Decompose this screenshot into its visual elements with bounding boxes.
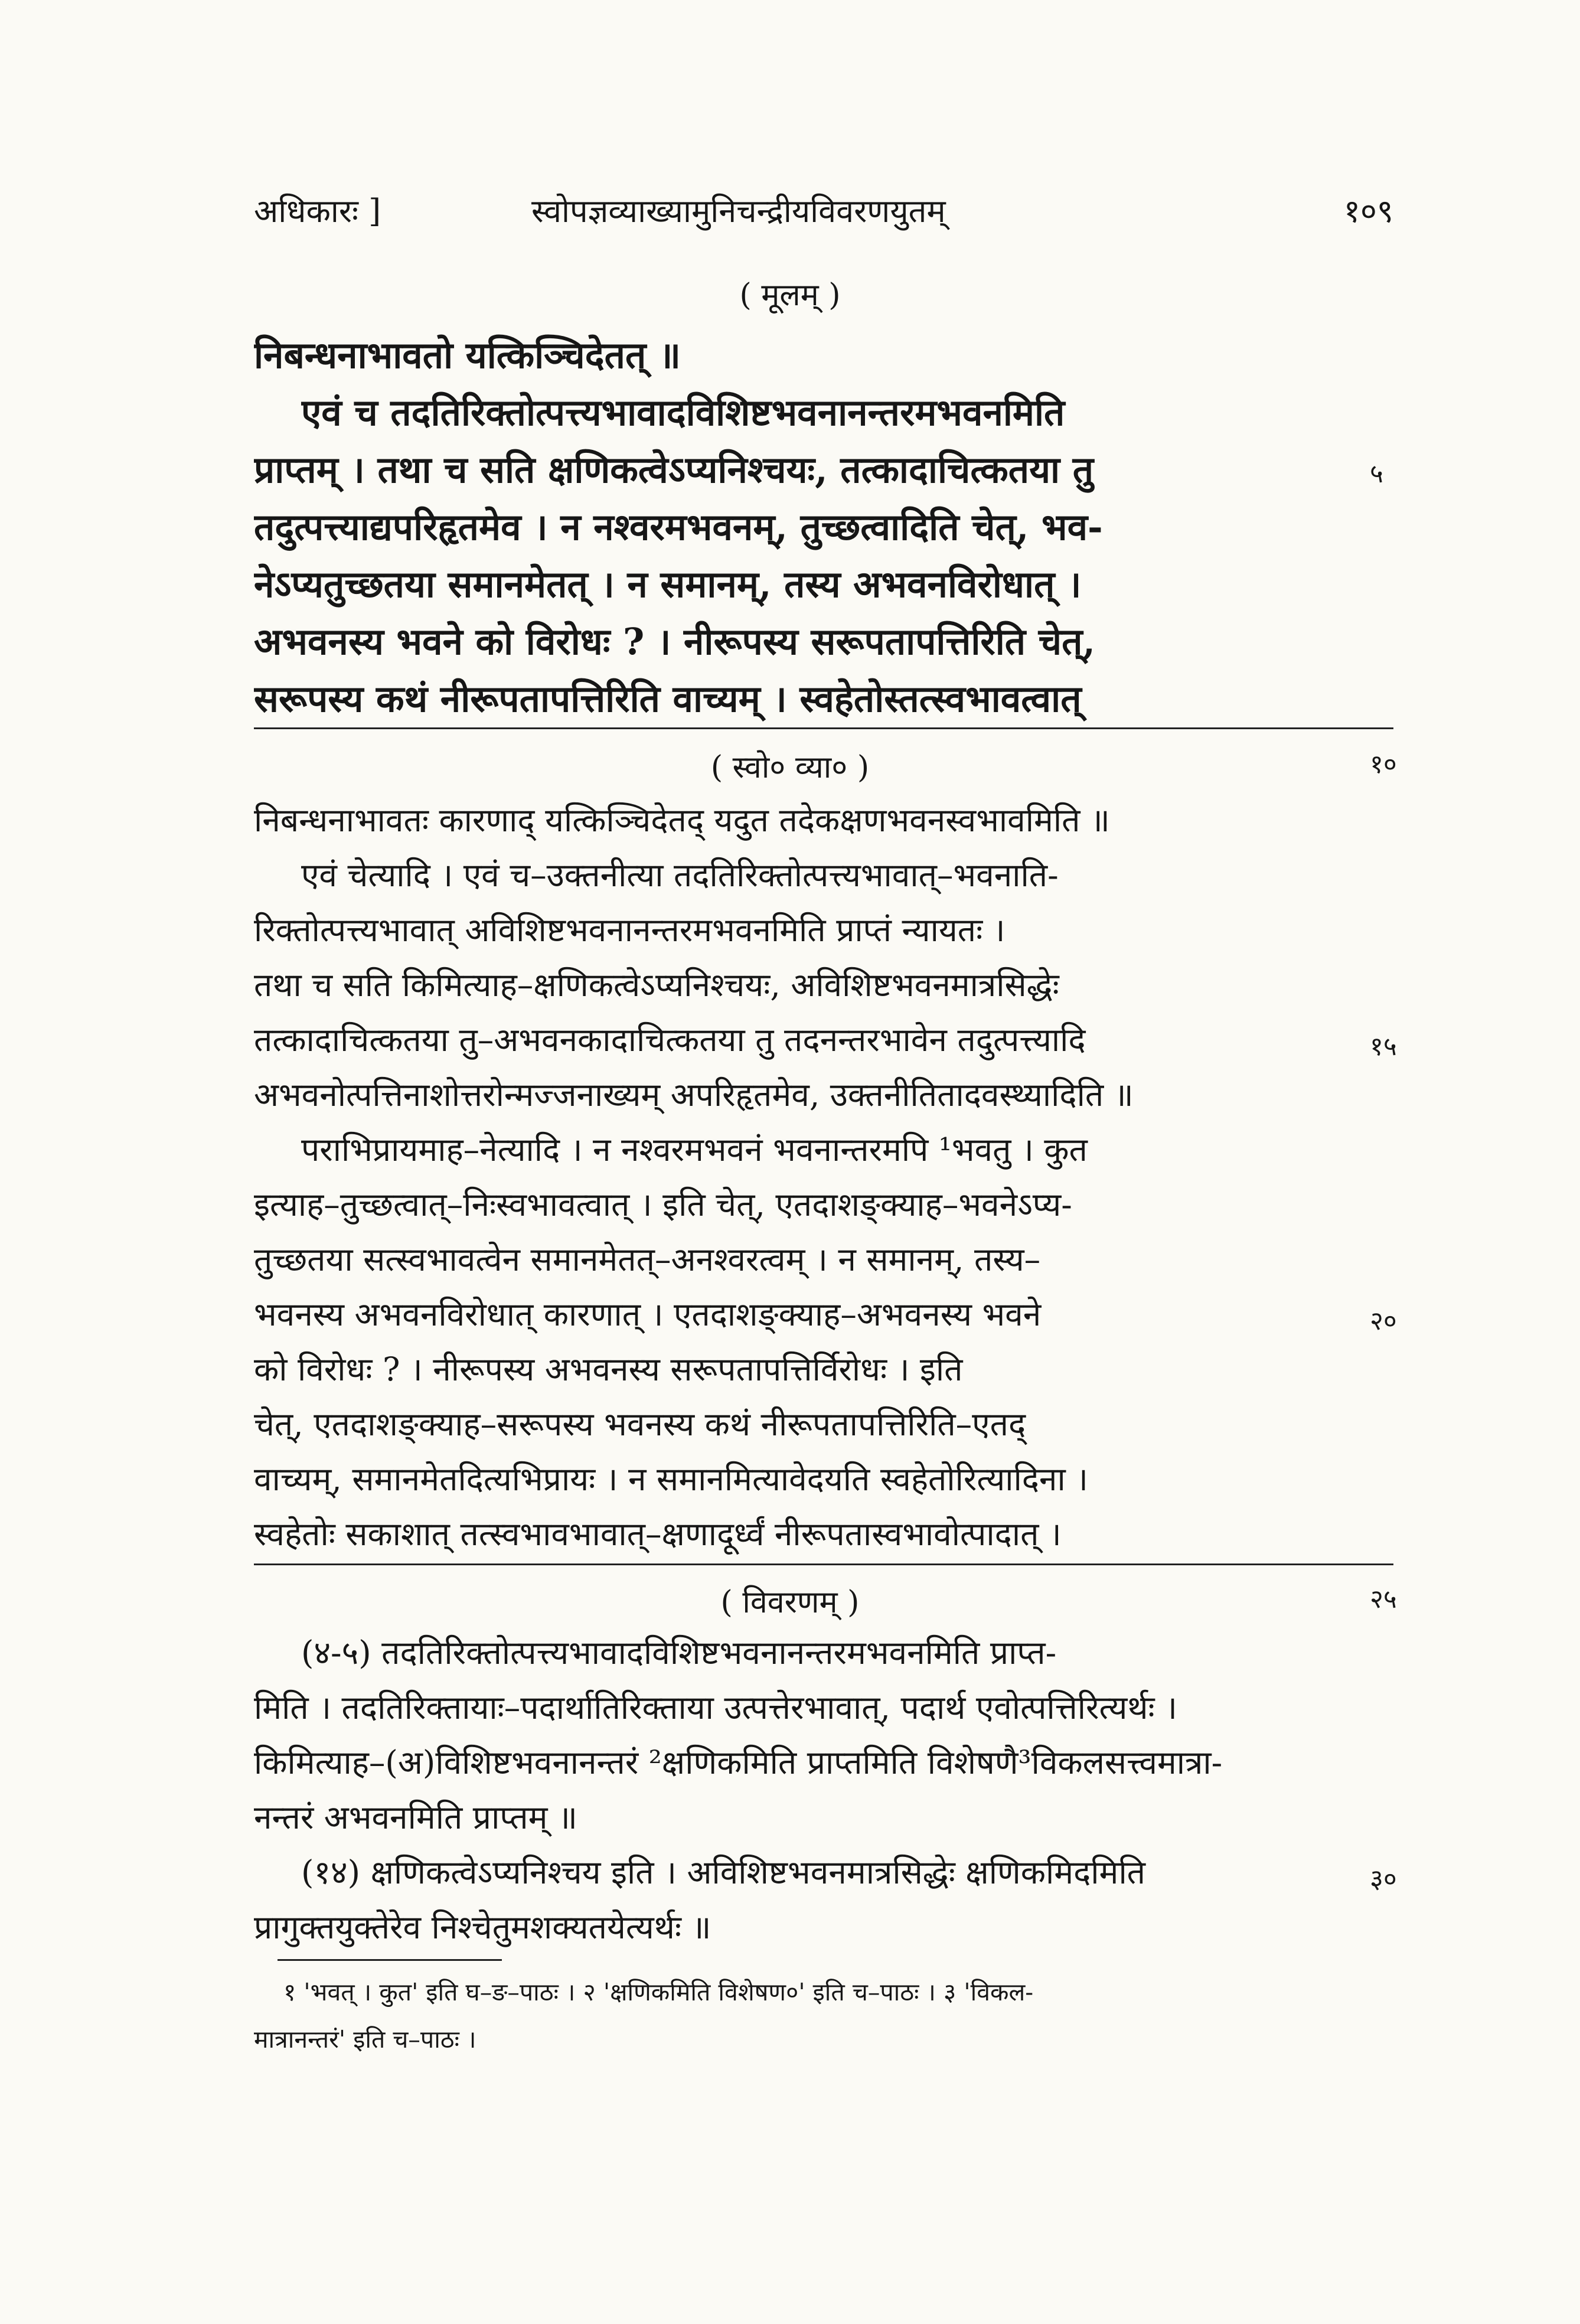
line-number: १० [1370,749,1397,779]
vyakhya-line: चेत्, एतदाशङ्क्याह–सरूपस्य भवनस्य कथं नीरूपतापत्तिरिति–एतद् [254,1405,1026,1443]
vivarana-line: किमित्याह–(अ)विशिष्टभवनानन्तरं ²क्षणिकमिति प्राप्तमिति विशेषणै³विकलसत्त्वमात्रा- [254,1744,1223,1781]
footnote-line: १ 'भवत् । कुत' इति घ–ङ–पाठः । २ 'क्षणिकमिति विशेषण०' इति च–पाठः । ३ 'विकल- [283,1978,1034,2006]
mula-line: अभवनस्य भवने को विरोधः ? । नीरूपस्य सरूपतापत्तिरिति चेत्, [254,620,1096,663]
vyakhya-line: अभवनोत्पत्तिनाशोत्तरोन्मज्जनाख्यम् अपरिहृतमेव, उक्तनीतितादवस्थ्यादिति ॥ [254,1076,1134,1114]
vyakhya-line: वाच्यम्, समानमेतदित्यभिप्रायः । न समानमित्यावेदयति स्वहेतोरित्यादिना । [254,1460,1089,1498]
vyakhya-line: पराभिप्रायमाह–नेत्यादि । न नश्वरमभवनं भवनान्तरमपि ¹भवतु । कुत [301,1131,1088,1168]
line-number: ३० [1370,1864,1397,1894]
vyakhya-line: रिक्तोत्पत्त्यभावात् अविशिष्टभवनानन्तरमभवनमिति प्राप्तं न्यायतः । [254,911,1006,949]
vyakhya-line: तुच्छतया सत्स्वभावत्वेन समानमेतत्–अनश्वरत्वम् । न समानम्, तस्य– [254,1241,1041,1278]
section-divider [254,1564,1393,1565]
mula-line: तदुत्पत्त्याद्यपरिहृतमेव । न नश्वरमभवनम्, तुच्छत्वादिति चेत्, भव- [254,505,1103,549]
vivarana-line: नन्तरं अभवनमिति प्राप्तम् ॥ [254,1799,577,1836]
line-number: ५ [1370,459,1383,489]
vivarana-line: (४-५) तदतिरिक्तोत्पत्त्यभावादविशिष्टभवनानन्तरमभवनमिति प्राप्त- [301,1634,1057,1672]
line-number: २० [1370,1306,1397,1336]
vyakhya-line: इत्याह–तुच्छत्वात्–निःस्वभावत्वात् । इति चेत्, एतदाशङ्क्याह–भवनेऽप्य- [254,1186,1072,1223]
vivarana-heading: ( विवरणम् ) [720,1585,860,1620]
mula-heading: ( मूलम् ) [739,278,841,313]
vyakhya-line: एवं चेत्यादि । एवं च–उक्तनीत्या तदतिरिक्तोत्पत्त्यभावात्–भवनाति- [301,856,1059,894]
section-divider [254,727,1393,729]
vyakhya-line: तत्कादाचित्कतया तु–अभवनकादाचित्कतया तु तदनन्तरभावेन तदुत्पत्त्यादि [254,1021,1086,1059]
mula-line: एवं च तदतिरिक्तोत्पत्त्यभावादविशिष्टभवनानन्तरमभवनमिति [301,391,1065,434]
book-title: स्वोपज्ञव्याख्यामुनिचन्द्रीयविवरणयुतम् [531,192,946,230]
footnote-line: मात्रानन्तरं' इति च–पाठः । [254,2025,476,2054]
chapter-label: अधिकारः ] [254,192,381,230]
vyakhya-line: तथा च सति किमित्याह–क्षणिकत्वेऽप्यनिश्चयः, अविशिष्टभवनमात्रसिद्धेः [254,966,1059,1004]
vyakhya-line: भवनस्य अभवनविरोधात् कारणात् । एतदाशङ्क्याह–अभवनस्य भवने [254,1295,1042,1333]
vyakhya-line: निबन्धनाभावतः कारणाद् यत्किञ्चिदेतद् यदुत तदेकक्षणभवनस्वभावमिति ॥ [254,801,1110,839]
vivarana-line: (१४) क्षणिकत्वेऽप्यनिश्चय इति । अविशिष्टभवनमात्रसिद्धेः क्षणिकमिदमिति [301,1853,1146,1891]
mula-line: निबन्धनाभावतो यत्किञ्चिदेतत् ॥ [254,334,681,377]
vyakhya-line: स्वहेतोः सकाशात् तत्स्वभावभावात्–क्षणादूर्ध्वं नीरूपतास्वभावोत्पादात् । [254,1515,1062,1553]
line-number: २५ [1370,1584,1397,1614]
running-header [254,188,1393,235]
line-number: १५ [1370,1032,1397,1062]
vyakhya-line: को विरोधः ? । नीरूपस्य अभवनस्य सरूपतापत्तिर्विरोधः । इति [254,1350,963,1388]
page-number: १०९ [1343,192,1393,230]
mula-line: सरूपस्य कथं नीरूपतापत्तिरिति वाच्यम् । स्वहेतोस्तत्स्वभावत्वात् [254,677,1082,720]
vivarana-line: मिति । तदतिरिक्तायाः–पदार्थातिरिक्ताया उत्पत्तेरभावात्, पदार्थ एवोत्पत्तिरित्यर्थः । [254,1689,1177,1726]
mula-line: नेऽप्यतुच्छतया समानमेतत् । न समानम्, तस्य अभवनविरोधात् । [254,563,1082,606]
vivarana-line: प्रागुक्तयुक्तेरेव निश्चेतुमशक्यतयेत्यर्थः ॥ [254,1908,711,1946]
footnote-divider [278,1959,502,1961]
vyakhya-heading: ( स्वो० व्या० ) [710,750,870,785]
mula-line: प्राप्तम् । तथा च सति क्षणिकत्वेऽप्यनिश्चयः, तत्कादाचित्कतया तु [254,448,1094,491]
